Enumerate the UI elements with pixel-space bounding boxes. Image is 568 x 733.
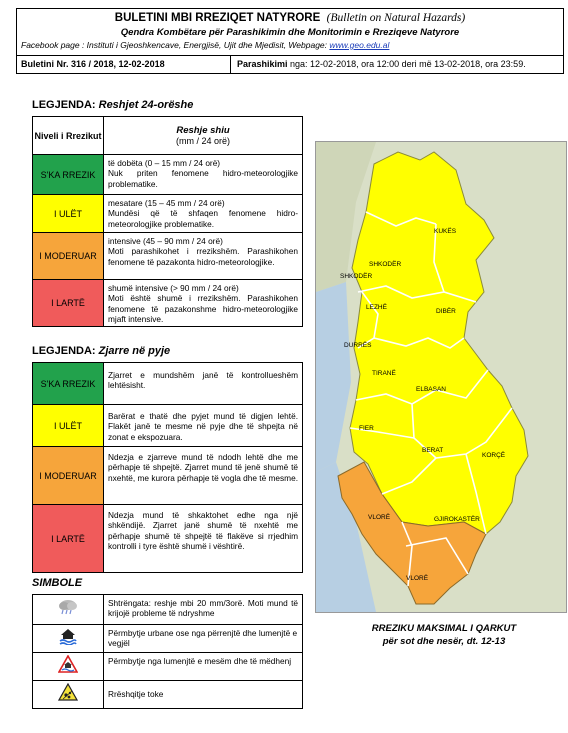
fire-level-high: I LARTË: [33, 505, 104, 573]
rain-desc-high: shumë intensive (> 90 mm / 24 orë) Moti është shumë i rrezikshëm. Parashikohen fenomene të pazakonshme hidro-meteorologjike mjaft intensive.: [104, 280, 303, 327]
webpage-link[interactable]: www.geo.edu.al: [329, 40, 390, 50]
fire-desc-low: Barërat e thatë dhe pyjet mund të digjen lehtë. Flakët janë te mesme në pyje dhe të shpejta në zonat e ekspozuara.: [104, 405, 303, 447]
rain-desc-moderate: intensive (45 – 90 mm / 24 orë) Moti parashikohet i rrezikshëm. Parashikohen fenomene të pazakonta hidro-meteorologjike.: [104, 233, 303, 280]
level-no-risk: S'KA RREZIK: [33, 155, 104, 195]
urban-flood-icon: [33, 625, 104, 653]
rain-column-header: Reshje shiu (mm / 24 orë): [104, 117, 303, 155]
bulletin-subtitle: Qendra Kombëtare për Parashikimin dhe Monitorimin e Rreziqeve Natyrore: [120, 27, 460, 38]
map-label-berat: BERAT: [422, 447, 444, 454]
symbol-desc-landslide: Rrëshqitje toke: [104, 681, 303, 709]
forecast-period: Parashikimi nga: 12-02-2018, ora 12:00 deri më 13-02-2018, ora 23:59.: [237, 59, 526, 69]
map-label-fier: FIER: [359, 425, 374, 432]
map-label-durres: DURRËS: [344, 342, 372, 349]
map-label-shkoder-city: SHKODËR: [340, 273, 373, 280]
fire-level-no-risk: S'KA RREZIK: [33, 363, 104, 405]
map-label-vlore-city: VLORË: [406, 575, 429, 582]
rain-desc-low: mesatare (15 – 45 mm / 24 orë) Mundësi që të shfaqen fenomene hidro-meteorologjike problematike.: [104, 195, 303, 233]
legend-rain-title: LEGJENDA: Reshjet 24-orëshe: [32, 99, 194, 111]
map-label-shkoder: SHKODËR: [369, 261, 402, 268]
level-high: I LARTË: [33, 280, 104, 327]
map-label-gjirokaster: GJIROKASTËR: [434, 516, 480, 523]
fire-desc-moderate: Ndezja e zjarreve mund të ndodh lehtë dhe me përhapje të shpejtë. Zjarret mund të jenë shumë të nxehtë, me kurora përhapje të vogla dhe të mesme.: [104, 447, 303, 505]
bulletin-header: [16, 8, 564, 56]
map-label-vlore: VLORË: [368, 514, 391, 521]
map-label-kukes: KUKËS: [434, 228, 457, 235]
level-column-header: Niveli i Rrezikut: [33, 117, 104, 155]
bulletin-info-bar: [16, 56, 564, 74]
symbols-table: [32, 594, 303, 709]
map-label-elbasan: ELBASAN: [416, 386, 446, 393]
symbol-desc-river-flood: Përmbytje nga lumenjtë e mesëm dhe të mëdhenj: [104, 653, 303, 681]
map-caption-subtitle: për sot dhe nesër, dt. 12-13: [382, 636, 506, 647]
bulletin-number: Buletini Nr. 316 / 2018, 12-02-2018: [21, 59, 165, 69]
level-moderate: I MODERUAR: [33, 233, 104, 280]
bulletin-title: BULETINI MBI RREZIQET NATYRORE (Bulletin on Natural Hazards): [114, 12, 466, 24]
map-caption-title: RREZIKU MAKSIMAL I QARKUT: [371, 623, 517, 634]
river-flood-icon: [33, 653, 104, 681]
map-label-lezhe: LEZHË: [366, 304, 387, 311]
storm-cloud-icon: [33, 595, 104, 625]
legend-rain-table: [32, 116, 303, 327]
symbol-desc-storm: Shtrëngata: reshje mbi 20 mm/3orë. Moti mund të krijojë probleme të ndryshme: [104, 595, 303, 625]
map-label-diber: DIBËR: [436, 308, 456, 315]
facebook-line: Facebook page : Instituti i Gjeoshkencave, Energjisë, Ujit dhe Mjedisit, Webpage: www.geo.edu.al: [21, 40, 390, 50]
divider: [230, 56, 231, 73]
symbol-desc-urban-flood: Përmbytje urbane ose nga përrenjtë dhe lumenjtë e vegjël: [104, 625, 303, 653]
fire-desc-high: Ndezja mund të shkaktohet edhe nga një shkëndijë. Zjarret janë shumë të nxehtë me përhapje shumë të shpejtë të flakëve si rrjedhim kontrolli i tyre është shumë i vështirë.: [104, 505, 303, 573]
rain-desc-no-risk: të dobëta (0 – 15 mm / 24 orë) Nuk priten fenomene hidro-meteorologjike problematike.: [104, 155, 303, 195]
symbols-title: SIMBOLE: [32, 577, 83, 589]
level-low: I ULËT: [33, 195, 104, 233]
fire-desc-no-risk: Zjarret e mundshëm janë të kontrollueshëm lehtësisht.: [104, 363, 303, 405]
landslide-icon: [33, 681, 104, 709]
map-label-korce: KORÇË: [482, 452, 506, 459]
fire-level-low: I ULËT: [33, 405, 104, 447]
fire-level-moderate: I MODERUAR: [33, 447, 104, 505]
legend-fire-table: [32, 362, 303, 573]
albania-hazard-map: [315, 141, 567, 613]
map-label-tirane: TIRANË: [372, 370, 396, 377]
legend-fire-title: LEGJENDA: Zjarre në pyje: [32, 345, 171, 357]
